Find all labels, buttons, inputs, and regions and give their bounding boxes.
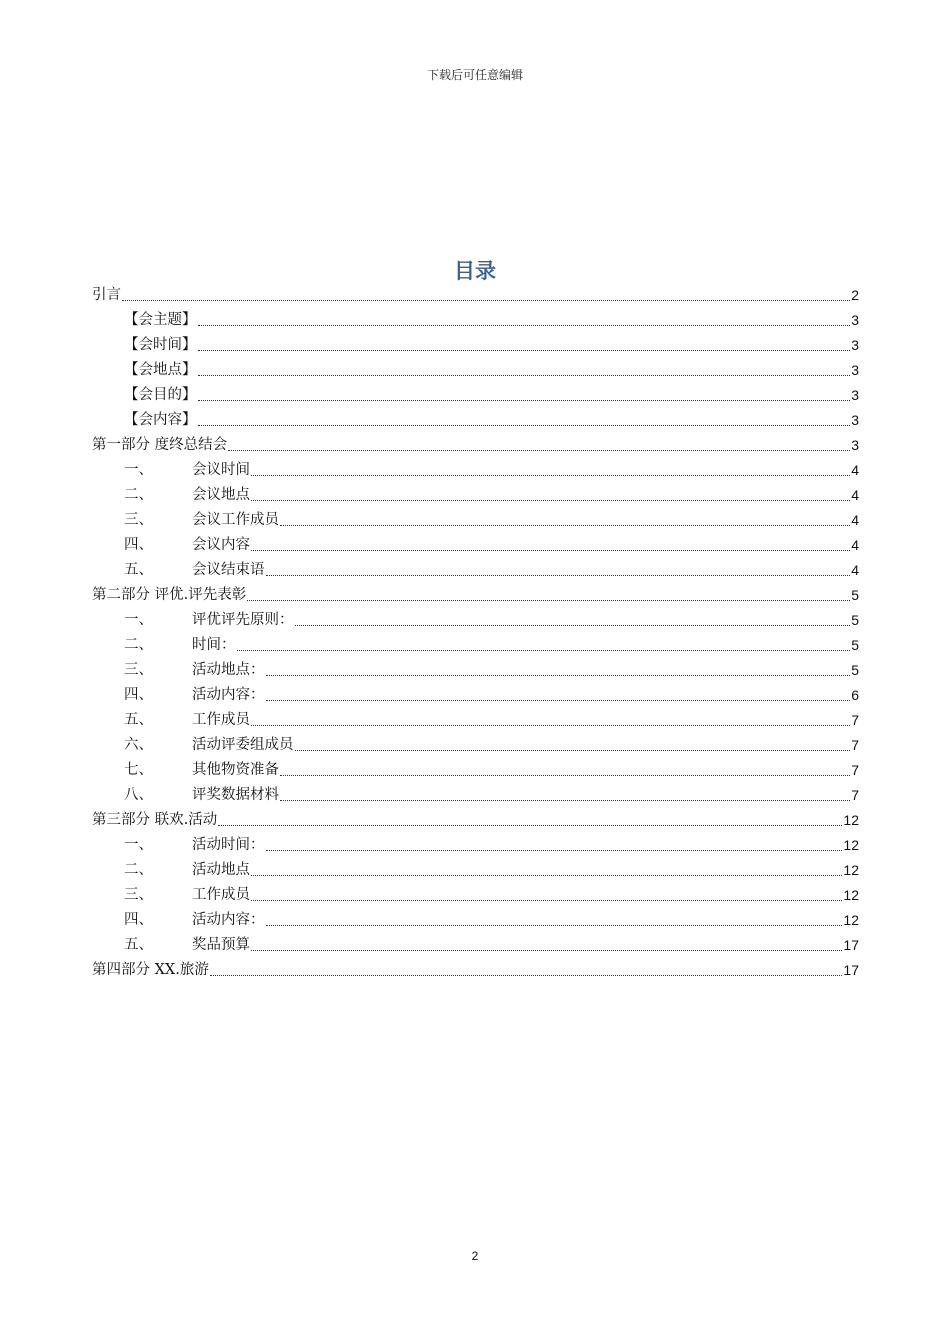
toc-entry[interactable]	[92, 283, 859, 308]
toc-entry-page: 4	[851, 462, 859, 478]
toc-entry-text: 第二部分 评优.评先表彰	[92, 587, 247, 603]
toc-entry-number: 二、	[124, 637, 153, 653]
toc-entry[interactable]	[92, 458, 859, 483]
toc-entry-page: 12	[843, 862, 859, 878]
toc-entry[interactable]	[92, 708, 859, 733]
toc-entry-page: 5	[851, 612, 859, 628]
toc-entry[interactable]	[92, 733, 859, 758]
toc-entry-number: 一、	[124, 462, 153, 478]
table-of-contents	[92, 283, 859, 983]
toc-entry-page: 3	[851, 337, 859, 353]
toc-entry[interactable]	[92, 883, 859, 908]
toc-entry-page: 2	[851, 287, 859, 303]
toc-entry-number: 三、	[124, 512, 153, 528]
toc-entry[interactable]	[92, 808, 859, 833]
toc-entry[interactable]	[92, 658, 859, 683]
toc-leader-dots	[251, 474, 850, 476]
toc-entry-number: 六、	[124, 737, 153, 753]
toc-entry-text: 引言	[92, 287, 121, 303]
toc-entry-text: 第四部分 XX.旅游	[92, 962, 209, 978]
toc-entry[interactable]	[92, 308, 859, 333]
toc-entry[interactable]	[92, 358, 859, 383]
toc-entry-text: 评奖数据材料	[192, 787, 279, 803]
toc-leader-dots	[251, 499, 850, 501]
toc-entry-text: 【会主题】	[124, 312, 197, 328]
toc-entry-text: 第一部分 度终总结会	[92, 437, 228, 453]
toc-leader-dots	[251, 899, 842, 901]
toc-leader-dots	[280, 774, 850, 776]
toc-entry[interactable]	[92, 558, 859, 583]
toc-entry-text: 会议内容	[192, 537, 250, 553]
toc-entry-page: 4	[851, 562, 859, 578]
toc-entry[interactable]	[92, 783, 859, 808]
toc-entry[interactable]	[92, 533, 859, 558]
toc-leader-dots	[237, 649, 851, 651]
page-number: 2	[471, 1249, 479, 1263]
toc-entry-number: 五、	[124, 712, 153, 728]
toc-entry-text: 时间：	[192, 637, 236, 653]
toc-entry-page: 7	[851, 787, 859, 803]
toc-leader-dots	[218, 824, 842, 826]
toc-entry-page: 7	[851, 762, 859, 778]
toc-leader-dots	[295, 749, 851, 751]
toc-leader-dots	[266, 574, 851, 576]
toc-entry[interactable]	[92, 583, 859, 608]
toc-leader-dots	[280, 799, 850, 801]
toc-entry-number: 四、	[124, 687, 153, 703]
toc-entry-text: 会议结束语	[192, 562, 265, 578]
toc-leader-dots	[280, 524, 850, 526]
toc-leader-dots	[210, 974, 843, 976]
toc-entry-number: 一、	[124, 612, 153, 628]
toc-entry-page: 17	[843, 962, 859, 978]
toc-entry-number: 四、	[124, 537, 153, 553]
toc-entry[interactable]	[92, 633, 859, 658]
page-header: 下载后可任意编辑	[426, 68, 523, 82]
toc-entry-page: 17	[843, 937, 859, 953]
toc-entry-page: 7	[851, 712, 859, 728]
toc-entry-page: 6	[851, 687, 859, 703]
toc-entry-number: 二、	[124, 862, 153, 878]
toc-entry-text: 活动内容：	[192, 912, 265, 928]
toc-entry-text: 奖品预算	[192, 937, 250, 953]
toc-entry[interactable]	[92, 333, 859, 358]
toc-entry-text: 会议地点	[192, 487, 250, 503]
toc-entry[interactable]	[92, 683, 859, 708]
toc-entry-page: 3	[851, 412, 859, 428]
toc-leader-dots	[198, 424, 851, 426]
toc-entry-page: 3	[851, 437, 859, 453]
toc-entry-page: 12	[843, 812, 859, 828]
toc-entry-text: 活动时间：	[192, 837, 265, 853]
toc-entry-page: 5	[851, 637, 859, 653]
toc-title: 目录	[454, 259, 496, 283]
toc-leader-dots	[295, 624, 851, 626]
toc-leader-dots	[251, 949, 842, 951]
toc-entry-number: 一、	[124, 837, 153, 853]
toc-entry-page: 12	[843, 887, 859, 903]
toc-entry-page: 4	[851, 487, 859, 503]
toc-entry-page: 4	[851, 512, 859, 528]
toc-entry[interactable]	[92, 933, 859, 958]
toc-leader-dots	[198, 324, 851, 326]
toc-leader-dots	[247, 599, 850, 601]
toc-entry[interactable]	[92, 758, 859, 783]
toc-entry[interactable]	[92, 833, 859, 858]
toc-entry-text: 活动评委组成员	[192, 737, 294, 753]
toc-leader-dots	[228, 449, 850, 451]
toc-entry[interactable]	[92, 508, 859, 533]
toc-entry-number: 五、	[124, 937, 153, 953]
toc-entry-text: 【会目的】	[124, 387, 197, 403]
toc-leader-dots	[266, 674, 851, 676]
toc-entry[interactable]	[92, 858, 859, 883]
toc-entry-page: 12	[843, 912, 859, 928]
toc-entry-page: 3	[851, 362, 859, 378]
toc-entry-text: 【会地点】	[124, 362, 197, 378]
toc-entry[interactable]	[92, 483, 859, 508]
toc-leader-dots	[251, 874, 842, 876]
toc-entry-text: 其他物资准备	[192, 762, 279, 778]
toc-leader-dots	[198, 399, 851, 401]
toc-entry[interactable]	[92, 958, 859, 983]
toc-entry-text: 工作成员	[192, 887, 250, 903]
toc-entry-text: 【会时间】	[124, 337, 197, 353]
toc-leader-dots	[198, 349, 851, 351]
toc-entry-text: 【会内容】	[124, 412, 197, 428]
toc-leader-dots	[251, 549, 850, 551]
toc-entry[interactable]	[92, 608, 859, 633]
toc-entry-page: 5	[851, 587, 859, 603]
toc-entry-page: 4	[851, 537, 859, 553]
toc-entry-number: 三、	[124, 662, 153, 678]
toc-entry[interactable]	[92, 383, 859, 408]
toc-entry-number: 七、	[124, 762, 153, 778]
toc-entry-text: 活动地点	[192, 862, 250, 878]
toc-entry[interactable]	[92, 408, 859, 433]
toc-entry-page: 3	[851, 387, 859, 403]
toc-entry[interactable]	[92, 433, 859, 458]
toc-entry-number: 四、	[124, 912, 153, 928]
toc-entry-number: 二、	[124, 487, 153, 503]
toc-entry-number: 三、	[124, 887, 153, 903]
toc-entry-text: 工作成员	[192, 712, 250, 728]
toc-leader-dots	[266, 699, 851, 701]
toc-entry-number: 八、	[124, 787, 153, 803]
toc-entry-text: 会议时间	[192, 462, 250, 478]
toc-leader-dots	[122, 299, 850, 301]
toc-entry-text: 会议工作成员	[192, 512, 279, 528]
toc-entry[interactable]	[92, 908, 859, 933]
toc-leader-dots	[198, 374, 851, 376]
toc-entry-number: 五、	[124, 562, 153, 578]
toc-leader-dots	[266, 924, 843, 926]
toc-entry-text: 活动地点：	[192, 662, 265, 678]
toc-entry-page: 5	[851, 662, 859, 678]
toc-entry-text: 活动内容：	[192, 687, 265, 703]
toc-leader-dots	[251, 724, 850, 726]
toc-leader-dots	[266, 849, 843, 851]
toc-entry-text: 评优评先原则：	[192, 612, 294, 628]
toc-entry-page: 7	[851, 737, 859, 753]
toc-entry-page: 12	[843, 837, 859, 853]
toc-entry-page: 3	[851, 312, 859, 328]
toc-entry-text: 第三部分 联欢.活动	[92, 812, 218, 828]
